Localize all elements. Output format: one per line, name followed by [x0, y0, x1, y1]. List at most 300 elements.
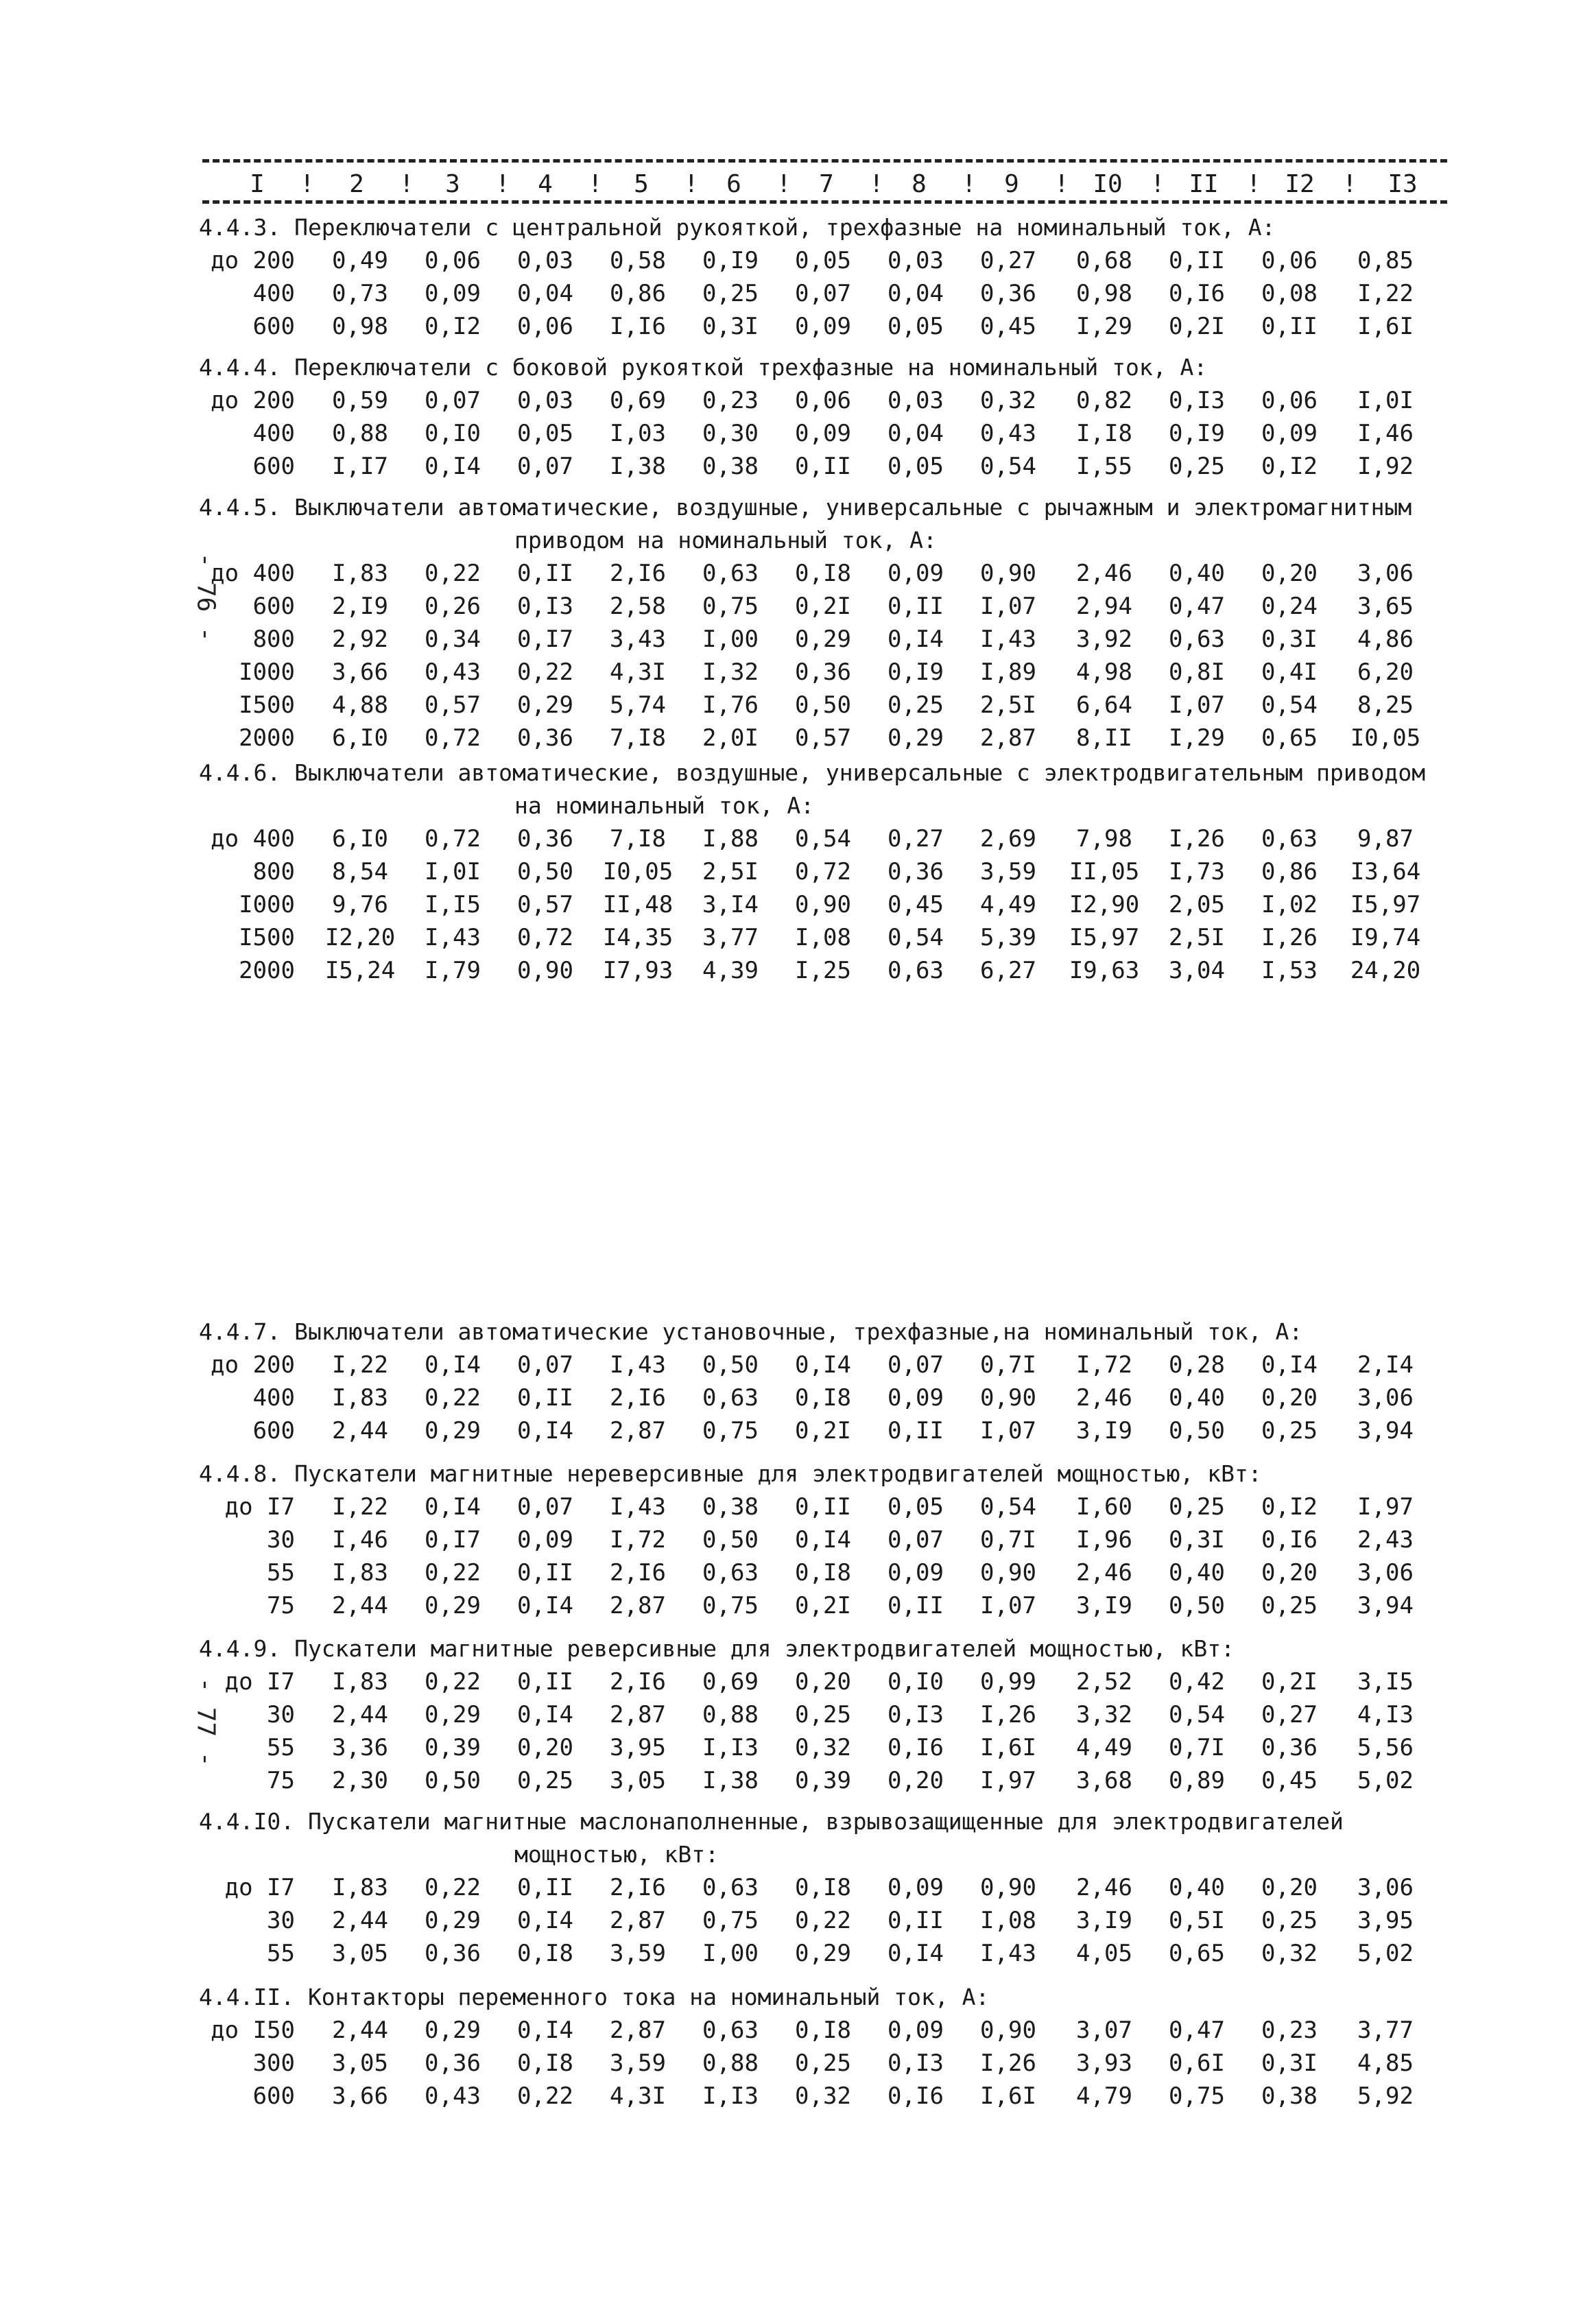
table-cell: 0,27 — [888, 825, 944, 853]
table-cell: 0,72 — [517, 924, 573, 951]
table-cell: 5,02 — [1357, 1767, 1414, 1794]
table-cell: 0,I4 — [517, 2017, 573, 2044]
table-cell: I,60 — [1076, 1493, 1132, 1521]
table-cell: 0,54 — [1169, 1701, 1225, 1728]
table-cell: I,25 — [795, 957, 851, 984]
table-cell: 3,05 — [610, 1767, 666, 1794]
section-title: 4.4.5. Выключатели автоматические, воздушные, универсальные с рычажным и электромагнитным — [199, 494, 1412, 521]
table-cell: 3,65 — [1357, 593, 1414, 620]
table-cell: 0,25 — [1261, 1907, 1318, 1934]
table-cell: 2,I9 — [332, 593, 388, 620]
table-cell: 3,94 — [1357, 1417, 1414, 1445]
table-cell: 2,52 — [1076, 1668, 1132, 1696]
table-row — [199, 2080, 1454, 2113]
table-cell: 0,32 — [1261, 1940, 1318, 1967]
column-header: I0 — [1093, 170, 1123, 198]
table-cell: 0,49 — [332, 247, 388, 274]
table-cell: 0,25 — [517, 1767, 573, 1794]
table-cell: 3,32 — [1076, 1701, 1132, 1728]
table-section — [199, 757, 1454, 987]
table-cell: 0,II — [517, 1874, 573, 1901]
table-cell: 0,II — [888, 1417, 944, 1445]
table-cell: 2,46 — [1076, 560, 1132, 587]
table-cell: 3,77 — [1357, 2017, 1414, 2044]
table-cell: 2,87 — [980, 724, 1036, 752]
column-separator: ! — [588, 170, 603, 198]
table-cell: I,29 — [1076, 313, 1132, 340]
table-cell: 2,5I — [980, 691, 1036, 719]
table-cell: 0,I6 — [1169, 280, 1225, 307]
table-cell: 0,88 — [702, 1701, 759, 1728]
table-row — [199, 954, 1454, 987]
table-cell: 24,20 — [1350, 957, 1421, 984]
table-cell: 6,20 — [1357, 658, 1414, 686]
table-cell: I9,74 — [1350, 924, 1421, 951]
table-section — [199, 491, 1454, 754]
table-cell: 3,94 — [1357, 1592, 1414, 1619]
table-cell: 3,I9 — [1076, 1907, 1132, 1934]
table-cell: I3,64 — [1350, 858, 1421, 886]
table-cell: 3,06 — [1357, 1559, 1414, 1587]
column-separator: ! — [684, 170, 699, 198]
row-label: 75 — [267, 1767, 295, 1794]
table-cell: 0,20 — [888, 1767, 944, 1794]
table-cell: 0,90 — [517, 957, 573, 984]
table-cell: I,96 — [1076, 1526, 1132, 1554]
table-cell: I,43 — [425, 924, 481, 951]
table-cell: 0,24 — [1261, 593, 1318, 620]
table-cell: 0,20 — [1261, 1384, 1318, 1412]
table-cell: 0,I3 — [1169, 387, 1225, 414]
table-cell: 0,II — [888, 1907, 944, 1934]
table-cell: 0,06 — [425, 247, 481, 274]
table-cell: I,83 — [332, 1559, 388, 1587]
table-cell: I0,05 — [1350, 724, 1421, 752]
table-cell: 3,59 — [980, 858, 1036, 886]
table-cell: 4,3I — [610, 658, 666, 686]
table-cell: I,02 — [1261, 891, 1318, 918]
table-cell: 3,66 — [332, 2082, 388, 2110]
table-cell: 0,I4 — [517, 1592, 573, 1619]
table-section — [199, 1632, 1454, 1797]
table-cell: 0,II — [795, 1493, 851, 1521]
table-cell: 0,09 — [888, 1559, 944, 1587]
table-cell: 0,88 — [702, 2049, 759, 2077]
table-cell: 0,07 — [888, 1526, 944, 1554]
table-cell: 3,06 — [1357, 560, 1414, 587]
table-cell: I5,24 — [324, 957, 396, 984]
row-label: I000 — [239, 658, 295, 686]
table-cell: 2,05 — [1169, 891, 1225, 918]
table-cell: 0,50 — [425, 1767, 481, 1794]
table-cell: 2,I4 — [1357, 1351, 1414, 1379]
table-cell: I,97 — [980, 1767, 1036, 1794]
row-label: I000 — [239, 891, 295, 918]
table-cell: 0,36 — [980, 280, 1036, 307]
table-cell: 4,86 — [1357, 626, 1414, 653]
table-cell: 4,I3 — [1357, 1701, 1414, 1728]
table-cell: 0,09 — [888, 560, 944, 587]
section-title: 4.4.4. Переключатели с боковой рукояткой трехфазные на номинальный ток, А: — [199, 354, 1208, 381]
row-label: 30 — [267, 1526, 295, 1554]
table-cell: 2,69 — [980, 825, 1036, 853]
table-cell: 2,94 — [1076, 593, 1132, 620]
table-cell: 0,86 — [610, 280, 666, 307]
row-label: 800 — [252, 626, 295, 653]
table-cell: 0,36 — [888, 858, 944, 886]
table-cell: 0,07 — [517, 1351, 573, 1379]
table-cell: 3,05 — [332, 2049, 388, 2077]
table-cell: 0,8I — [1169, 658, 1225, 686]
table-cell: 0,22 — [425, 1668, 481, 1696]
table-cell: 0,I8 — [517, 1940, 573, 1967]
table-cell: 0,I4 — [888, 626, 944, 653]
table-cell: 4,3I — [610, 2082, 666, 2110]
table-cell: 0,29 — [425, 1907, 481, 1934]
table-cell: 3,06 — [1357, 1874, 1414, 1901]
table-cell: I,43 — [610, 1351, 666, 1379]
column-header: 6 — [726, 170, 741, 198]
table-cell: 0,65 — [1169, 1940, 1225, 1967]
table-cell: 0,05 — [795, 247, 851, 274]
table-cell: 0,II — [888, 593, 944, 620]
table-cell: I,97 — [1357, 1493, 1414, 1521]
section-title: 4.4.I0. Пускатели магнитные маслонаполненные, взрывозащищенные для электродвигателей — [199, 1808, 1344, 1835]
table-cell: 0,27 — [980, 247, 1036, 274]
column-header: 7 — [819, 170, 834, 198]
table-section — [199, 1316, 1454, 1447]
section-title: 4.4.3. Переключатели с центральной рукояткой, трехфазные на номинальный ток, А: — [199, 214, 1276, 241]
table-cell: I,I5 — [425, 891, 481, 918]
row-label: 2000 — [239, 724, 295, 752]
table-cell: 0,20 — [795, 1668, 851, 1696]
table-cell: 0,09 — [517, 1526, 573, 1554]
column-separator: ! — [1342, 170, 1357, 198]
table-cell: 6,I0 — [332, 825, 388, 853]
table-cell: 0,29 — [517, 691, 573, 719]
table-row — [199, 384, 1454, 417]
table-cell: 8,II — [1076, 724, 1132, 752]
column-header-row — [202, 170, 1447, 211]
page-number-76: - 76 - — [191, 552, 220, 642]
column-separator: ! — [1150, 170, 1165, 198]
table-cell: 0,90 — [980, 560, 1036, 587]
table-cell: 0,30 — [702, 420, 759, 447]
row-label: I500 — [239, 691, 295, 719]
page-number-77: - 77 - — [191, 1677, 220, 1767]
table-cell: 8,25 — [1357, 691, 1414, 719]
table-cell: 3,04 — [1169, 957, 1225, 984]
table-cell: 9,76 — [332, 891, 388, 918]
table-cell: I5,97 — [1350, 891, 1421, 918]
table-cell: 0,04 — [517, 280, 573, 307]
table-cell: 0,I7 — [425, 1526, 481, 1554]
table-row — [199, 1414, 1454, 1447]
table-cell: I,72 — [1076, 1351, 1132, 1379]
table-cell: I,73 — [1169, 858, 1225, 886]
table-cell: 2,87 — [610, 1907, 666, 1934]
table-cell: 0,I4 — [888, 1940, 944, 1967]
table-cell: I,26 — [1169, 825, 1225, 853]
table-cell: 0,20 — [1261, 1559, 1318, 1587]
table-cell: 0,04 — [888, 420, 944, 447]
table-cell: 5,92 — [1357, 2082, 1414, 2110]
table-cell: 0,II — [517, 560, 573, 587]
column-header: I2 — [1285, 170, 1315, 198]
table-cell: I,32 — [702, 658, 759, 686]
table-row — [199, 1871, 1454, 1904]
table-cell: 0,25 — [795, 1701, 851, 1728]
table-cell: 0,40 — [1169, 560, 1225, 587]
table-cell: 3,05 — [332, 1940, 388, 1967]
table-row — [199, 277, 1454, 310]
table-cell: 0,25 — [888, 691, 944, 719]
table-section — [199, 1981, 1454, 2113]
row-label: 300 — [252, 2049, 295, 2077]
table-row — [199, 921, 1454, 954]
row-label: 600 — [252, 593, 295, 620]
table-row — [199, 1764, 1454, 1797]
table-cell: 0,45 — [1261, 1767, 1318, 1794]
table-cell: 0,09 — [888, 1384, 944, 1412]
table-cell: 0,06 — [1261, 387, 1318, 414]
table-cell: 0,05 — [517, 420, 573, 447]
table-cell: 0,29 — [425, 1701, 481, 1728]
table-cell: 0,3I — [1261, 2049, 1318, 2077]
column-separator: ! — [1246, 170, 1261, 198]
table-cell: 2,87 — [610, 1417, 666, 1445]
table-cell: 0,03 — [517, 387, 573, 414]
table-cell: 0,II — [1169, 247, 1225, 274]
table-cell: 0,08 — [1261, 280, 1318, 307]
table-row — [199, 1348, 1454, 1381]
table-cell: 0,59 — [332, 387, 388, 414]
table-cell: 0,I4 — [425, 1351, 481, 1379]
table-cell: 0,03 — [517, 247, 573, 274]
table-cell: 2,I6 — [610, 1668, 666, 1696]
table-cell: 2,44 — [332, 1907, 388, 1934]
table-cell: 0,5I — [1169, 1907, 1225, 1934]
table-row — [199, 590, 1454, 623]
table-cell: 0,98 — [1076, 280, 1132, 307]
table-row — [199, 888, 1454, 921]
table-cell: 0,I4 — [1261, 1351, 1318, 1379]
table-cell: 0,38 — [1261, 2082, 1318, 2110]
table-cell: 7,I8 — [610, 825, 666, 853]
table-cell: 0,50 — [795, 691, 851, 719]
table-cell: I9,63 — [1069, 957, 1140, 984]
table-cell: 0,25 — [1169, 1493, 1225, 1521]
table-cell: 0,32 — [980, 387, 1036, 414]
table-cell: 0,2I — [795, 1592, 851, 1619]
table-cell: 3,66 — [332, 658, 388, 686]
column-header: I3 — [1387, 170, 1418, 198]
table-cell: 0,I6 — [1261, 1526, 1318, 1554]
row-label: до 200 — [211, 387, 295, 414]
table-cell: I,00 — [702, 626, 759, 653]
table-cell: 2,I6 — [610, 560, 666, 587]
table-cell: I,83 — [332, 1874, 388, 1901]
table-cell: 3,43 — [610, 626, 666, 653]
table-cell: 4,98 — [1076, 658, 1132, 686]
table-cell: I,89 — [980, 658, 1036, 686]
table-cell: I,00 — [702, 1940, 759, 1967]
table-cell: 2,58 — [610, 593, 666, 620]
table-cell: 2,46 — [1076, 1384, 1132, 1412]
table-cell: 4,49 — [980, 891, 1036, 918]
table-cell: 0,2I — [1169, 313, 1225, 340]
table-cell: 2,87 — [610, 2017, 666, 2044]
table-cell: 0,2I — [1261, 1668, 1318, 1696]
table-cell: 0,25 — [702, 280, 759, 307]
table-cell: I,76 — [702, 691, 759, 719]
table-cell: I,07 — [980, 593, 1036, 620]
table-cell: 0,07 — [425, 387, 481, 414]
table-cell: 7,I8 — [610, 724, 666, 752]
row-label: 400 — [252, 280, 295, 307]
table-cell: 0,23 — [1261, 2017, 1318, 2044]
table-row — [199, 310, 1454, 343]
table-cell: 0,22 — [425, 1874, 481, 1901]
table-cell: 0,03 — [888, 387, 944, 414]
row-label: до I7 — [224, 1874, 295, 1901]
table-cell: 3,I9 — [1076, 1592, 1132, 1619]
table-cell: I,29 — [1169, 724, 1225, 752]
table-cell: 2,5I — [1169, 924, 1225, 951]
table-cell: 0,34 — [425, 626, 481, 653]
table-cell: I,08 — [795, 924, 851, 951]
table-cell: 0,45 — [888, 891, 944, 918]
table-cell: 2,0I — [702, 724, 759, 752]
table-cell: 0,6I — [1169, 2049, 1225, 2077]
table-cell: 0,I4 — [517, 1907, 573, 1934]
table-row — [199, 1904, 1454, 1937]
table-cell: 3,06 — [1357, 1384, 1414, 1412]
table-cell: 0,I9 — [702, 247, 759, 274]
table-cell: 0,47 — [1169, 593, 1225, 620]
table-cell: 0,25 — [1169, 453, 1225, 480]
table-cell: 0,29 — [888, 724, 944, 752]
row-label: до 400 — [211, 560, 295, 587]
table-cell: 0,36 — [795, 658, 851, 686]
table-cell: 2,I6 — [610, 1559, 666, 1587]
table-cell: 0,36 — [425, 1940, 481, 1967]
column-separator: ! — [869, 170, 884, 198]
table-cell: I,92 — [1357, 453, 1414, 480]
table-row — [199, 1381, 1454, 1414]
table-cell: 0,90 — [980, 1384, 1036, 1412]
table-cell: 0,I8 — [517, 2049, 573, 2077]
table-cell: 0,36 — [425, 2049, 481, 2077]
table-cell: I,I7 — [332, 453, 388, 480]
column-header: 3 — [445, 170, 460, 198]
table-cell: 0,90 — [980, 1874, 1036, 1901]
table-row — [199, 2014, 1454, 2047]
table-cell: 0,I2 — [1261, 453, 1318, 480]
table-cell: 0,I3 — [517, 593, 573, 620]
table-cell: 3,59 — [610, 1940, 666, 1967]
table-cell: 0,22 — [425, 1559, 481, 1587]
table-cell: 0,I4 — [517, 1417, 573, 1445]
table-cell: 0,90 — [980, 1559, 1036, 1587]
table-cell: 0,29 — [795, 1940, 851, 1967]
table-cell: 0,09 — [795, 313, 851, 340]
table-cell: 0,32 — [795, 1734, 851, 1761]
table-cell: 0,22 — [795, 1907, 851, 1934]
table-cell: 0,09 — [425, 280, 481, 307]
table-cell: I,46 — [332, 1526, 388, 1554]
table-cell: I2,20 — [324, 924, 396, 951]
table-cell: 0,29 — [425, 2017, 481, 2044]
table-cell: 0,II — [1261, 313, 1318, 340]
row-label: 800 — [252, 858, 295, 886]
table-cell: 2,92 — [332, 626, 388, 653]
table-cell: 0,63 — [1261, 825, 1318, 853]
table-cell: I,26 — [980, 1701, 1036, 1728]
column-separator: ! — [962, 170, 977, 198]
table-cell: 0,4I — [1261, 658, 1318, 686]
table-cell: 0,22 — [517, 658, 573, 686]
table-cell: 0,I2 — [425, 313, 481, 340]
table-cell: I,07 — [980, 1417, 1036, 1445]
table-cell: 0,75 — [702, 1592, 759, 1619]
table-cell: 6,27 — [980, 957, 1036, 984]
table-cell: 2,43 — [1357, 1526, 1414, 1554]
table-cell: 0,29 — [425, 1417, 481, 1445]
table-cell: 0,88 — [332, 420, 388, 447]
table-cell: 3,I4 — [702, 891, 759, 918]
table-cell: I,55 — [1076, 453, 1132, 480]
table-cell: 0,75 — [702, 1907, 759, 1934]
table-cell: 0,90 — [795, 891, 851, 918]
table-cell: 3,92 — [1076, 626, 1132, 653]
table-cell: 2,I6 — [610, 1874, 666, 1901]
table-cell: 0,69 — [610, 387, 666, 414]
row-label: до I7 — [224, 1668, 295, 1696]
table-cell: 3,68 — [1076, 1767, 1132, 1794]
table-cell: 0,63 — [702, 2017, 759, 2044]
table-cell: 0,I2 — [1261, 1493, 1318, 1521]
table-cell: 0,25 — [1261, 1417, 1318, 1445]
row-label: до 200 — [211, 247, 295, 274]
table-cell: 0,50 — [702, 1526, 759, 1554]
column-separator: ! — [300, 170, 315, 198]
table-cell: II,48 — [602, 891, 674, 918]
table-cell: I,83 — [332, 560, 388, 587]
table-row — [199, 1556, 1454, 1589]
table-cell: 0,54 — [795, 825, 851, 853]
table-cell: 3,77 — [702, 924, 759, 951]
table-row — [199, 450, 1454, 483]
table-cell: 0,II — [517, 1384, 573, 1412]
table-cell: 0,86 — [1261, 858, 1318, 886]
table-cell: 0,54 — [888, 924, 944, 951]
table-cell: 4,85 — [1357, 2049, 1414, 2077]
table-cell: 0,04 — [888, 280, 944, 307]
table-cell: 0,25 — [795, 2049, 851, 2077]
row-label: до 200 — [211, 1351, 295, 1379]
table-cell: I,I8 — [1076, 420, 1132, 447]
table-cell: I,83 — [332, 1384, 388, 1412]
table-cell: 0,54 — [1261, 691, 1318, 719]
table-cell: 0,39 — [425, 1734, 481, 1761]
table-cell: 0,2I — [795, 593, 851, 620]
table-cell: 0,06 — [517, 313, 573, 340]
table-cell: 0,05 — [888, 1493, 944, 1521]
table-cell: I,6I — [1357, 313, 1414, 340]
table-cell: 0,58 — [610, 247, 666, 274]
table-cell: 0,I6 — [888, 2082, 944, 2110]
